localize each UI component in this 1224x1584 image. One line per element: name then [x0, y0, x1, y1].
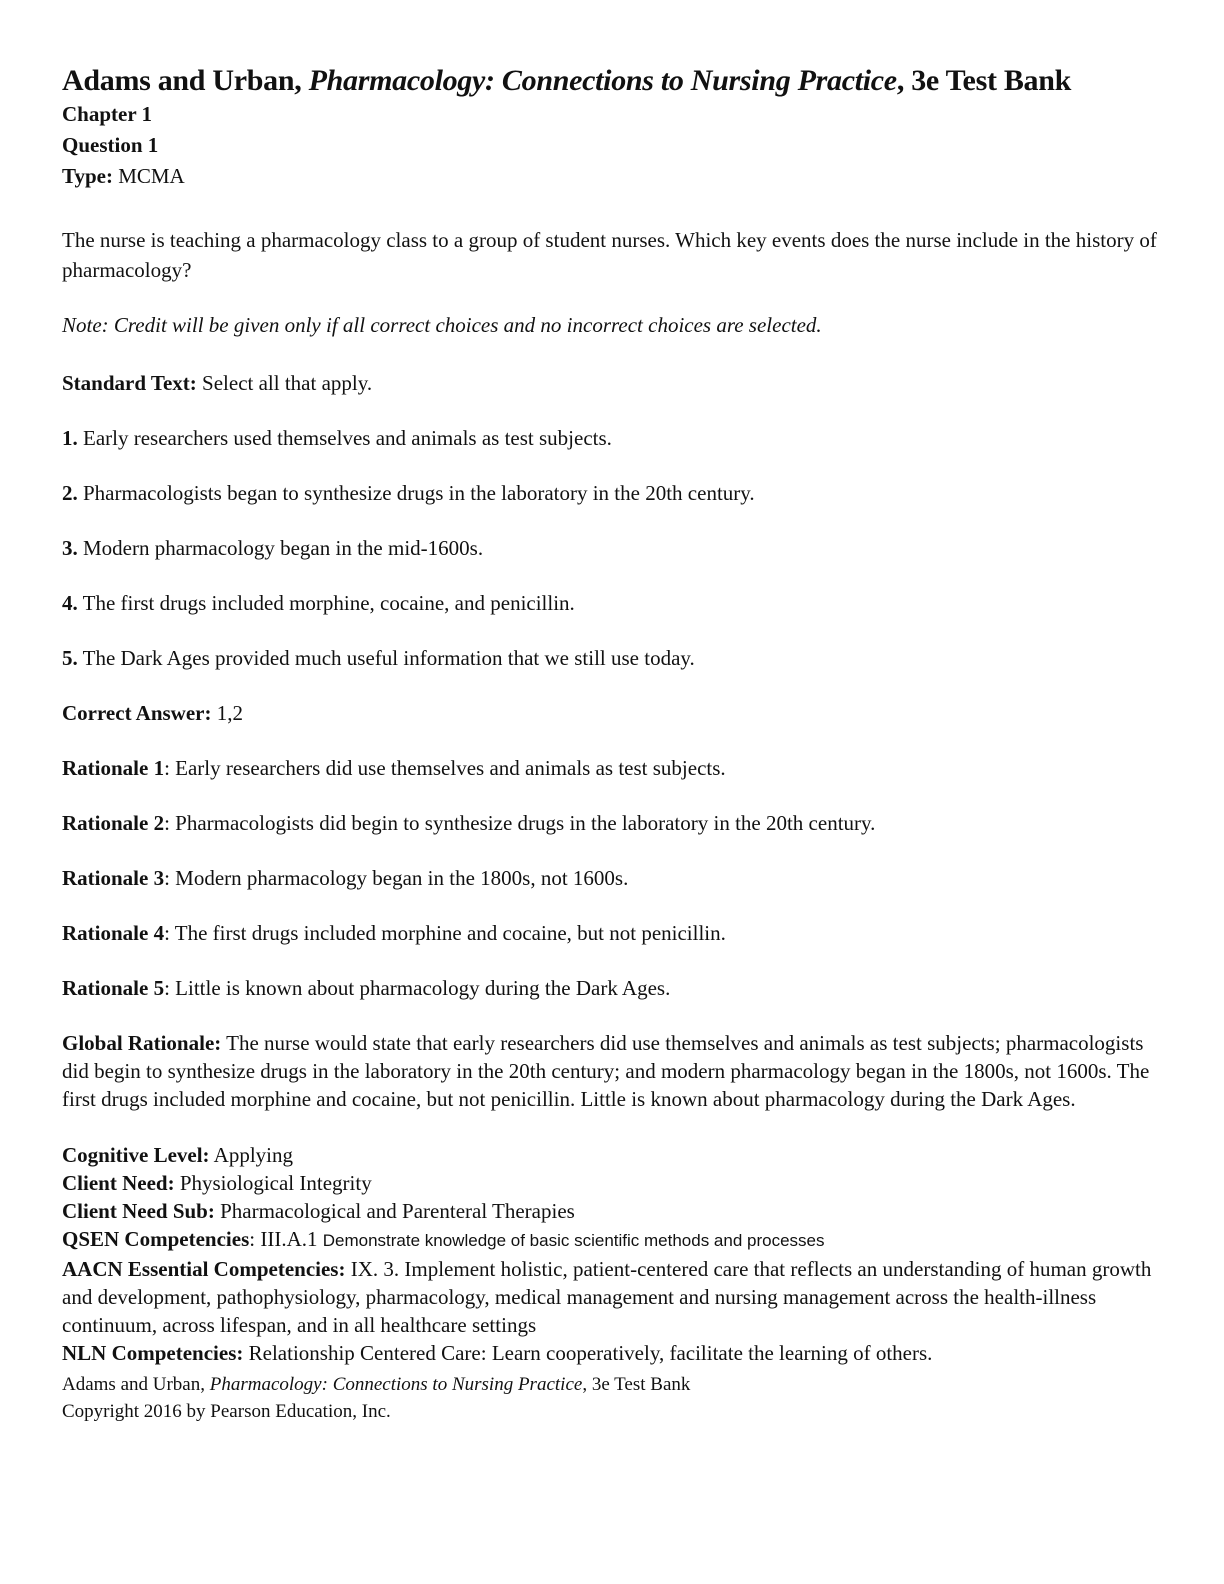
footer-book-line: [62, 1371, 1162, 1398]
rationale-label: Rationale 4: [62, 921, 165, 945]
document-title: [62, 62, 1162, 99]
qsen-code: : III.A.1: [249, 1227, 323, 1251]
question-label: Question 1: [62, 133, 159, 157]
client-need: [62, 1169, 1162, 1197]
client-need-sub-value: Pharmacological and Parenteral Therapies: [214, 1199, 575, 1223]
rationale-item: [62, 808, 1162, 838]
client-need-sub: [62, 1197, 1162, 1225]
correct-answer-label: Correct Answer:: [62, 701, 212, 725]
rationale-label: Rationale 3: [62, 866, 165, 890]
rationale-label: Rationale 1: [62, 756, 165, 780]
correct-answer-value: 1,2: [211, 701, 243, 725]
choice-item: [62, 588, 1162, 618]
standard-text-label: Standard Text:: [62, 371, 197, 395]
aacn-value: IX. 3. Implement holistic, patient-centered care that reflects an understanding of human growth and development, pathophysiology, pharmacology, medical management and nursing management across the health-illness continuum, across lifespan, and in all healthcare settings: [62, 1257, 1152, 1337]
rationale-item: [62, 863, 1162, 893]
rationale-item: [62, 753, 1162, 783]
rationale-text: : The first drugs included morphine and cocaine, but not penicillin.: [164, 921, 726, 945]
choice-text: Early researchers used themselves and animals as test subjects.: [77, 426, 612, 450]
nln-label: NLN Competencies:: [62, 1341, 244, 1365]
footer-authors: Adams and Urban,: [62, 1374, 210, 1395]
choice-text: Pharmacologists began to synthesize drugs in the laboratory in the 20th century.: [77, 481, 755, 505]
title-edition: , 3e Test Bank: [896, 64, 1072, 97]
choice-item: [62, 478, 1162, 508]
chapter-label: Chapter 1: [62, 102, 153, 126]
choice-item: [62, 423, 1162, 453]
rationale-text: : Little is known about pharmacology during the Dark Ages.: [164, 976, 671, 1000]
cognitive-level-value: Applying: [209, 1143, 293, 1167]
aacn-competencies: [62, 1255, 1162, 1339]
type-value: MCMA: [112, 164, 185, 188]
footer-copyright: Copyright 2016 by Pearson Education, Inc.: [62, 1401, 391, 1422]
rationale-item: [62, 918, 1162, 948]
global-rationale-text: The nurse would state that early researchers did use themselves and animals as test subjects; pharmacologists did begin to synthesize drugs in the laboratory in the 20th century; and modern pharmacology began in the 1800s, not 1600s. The first drugs included morphine and cocaine, but not penicillin. Little is known about pharmacology during the Dark Ages.: [62, 1031, 1150, 1111]
client-need-sub-label: Client Need Sub:: [62, 1199, 215, 1223]
title-authors: Adams and Urban,: [62, 64, 309, 97]
standard-text-value: Select all that apply.: [196, 371, 373, 395]
document-page: [62, 62, 1162, 1425]
choice-number: 5.: [62, 646, 78, 670]
title-book: Pharmacology: Connections to Nursing Practice: [308, 64, 897, 97]
choice-text: The Dark Ages provided much useful information that we still use today.: [77, 646, 695, 670]
footer-book-title: Pharmacology: Connections to Nursing Practice: [209, 1374, 583, 1395]
question-type: [62, 161, 1162, 192]
cognitive-level-label: Cognitive Level:: [62, 1143, 210, 1167]
page-footer: [62, 1371, 1162, 1425]
standard-text: [62, 368, 1162, 398]
cognitive-level: [62, 1141, 1162, 1169]
correct-answer: [62, 698, 1162, 728]
type-label: Type:: [62, 164, 113, 188]
choice-text: Modern pharmacology began in the mid-1600s.: [77, 536, 484, 560]
qsen-value: Demonstrate knowledge of basic scientific methods and processes: [322, 1231, 825, 1250]
global-rationale-label: Global Rationale:: [62, 1031, 222, 1055]
rationale-label: Rationale 5: [62, 976, 165, 1000]
choice-item: [62, 643, 1162, 673]
rationale-item: [62, 973, 1162, 1003]
rationale-label: Rationale 2: [62, 811, 165, 835]
choice-number: 4.: [62, 591, 78, 615]
choice-number: 1.: [62, 426, 78, 450]
aacn-label: AACN Essential Competencies:: [62, 1257, 346, 1281]
rationale-text: : Pharmacologists did begin to synthesize drugs in the laboratory in the 20th century.: [164, 811, 876, 835]
client-need-label: Client Need:: [62, 1171, 175, 1195]
question-stem: The nurse is teaching a pharmacology class to a group of student nurses. Which key events does the nurse include in the history of pharmacology?: [62, 228, 1157, 282]
choice-number: 2.: [62, 481, 78, 505]
qsen-label: QSEN Competencies: [62, 1227, 250, 1251]
client-need-value: Physiological Integrity: [174, 1171, 372, 1195]
nln-value: Relationship Centered Care: Learn cooperatively, facilitate the learning of others.: [243, 1341, 933, 1365]
rationale-text: : Modern pharmacology began in the 1800s, not 1600s.: [164, 866, 629, 890]
rationale-text: : Early researchers did use themselves and animals as test subjects.: [164, 756, 726, 780]
choice-item: [62, 533, 1162, 563]
footer-edition: , 3e Test Bank: [582, 1374, 691, 1395]
nln-competencies: [62, 1339, 1162, 1367]
global-rationale: [62, 1029, 1162, 1113]
question-metadata: [62, 1141, 1162, 1367]
qsen-competencies: [62, 1225, 1162, 1255]
choice-text: The first drugs included morphine, cocaine, and penicillin.: [77, 591, 575, 615]
credit-note: Note: Credit will be given only if all correct choices and no incorrect choices are selected.: [62, 313, 822, 337]
choice-number: 3.: [62, 536, 78, 560]
